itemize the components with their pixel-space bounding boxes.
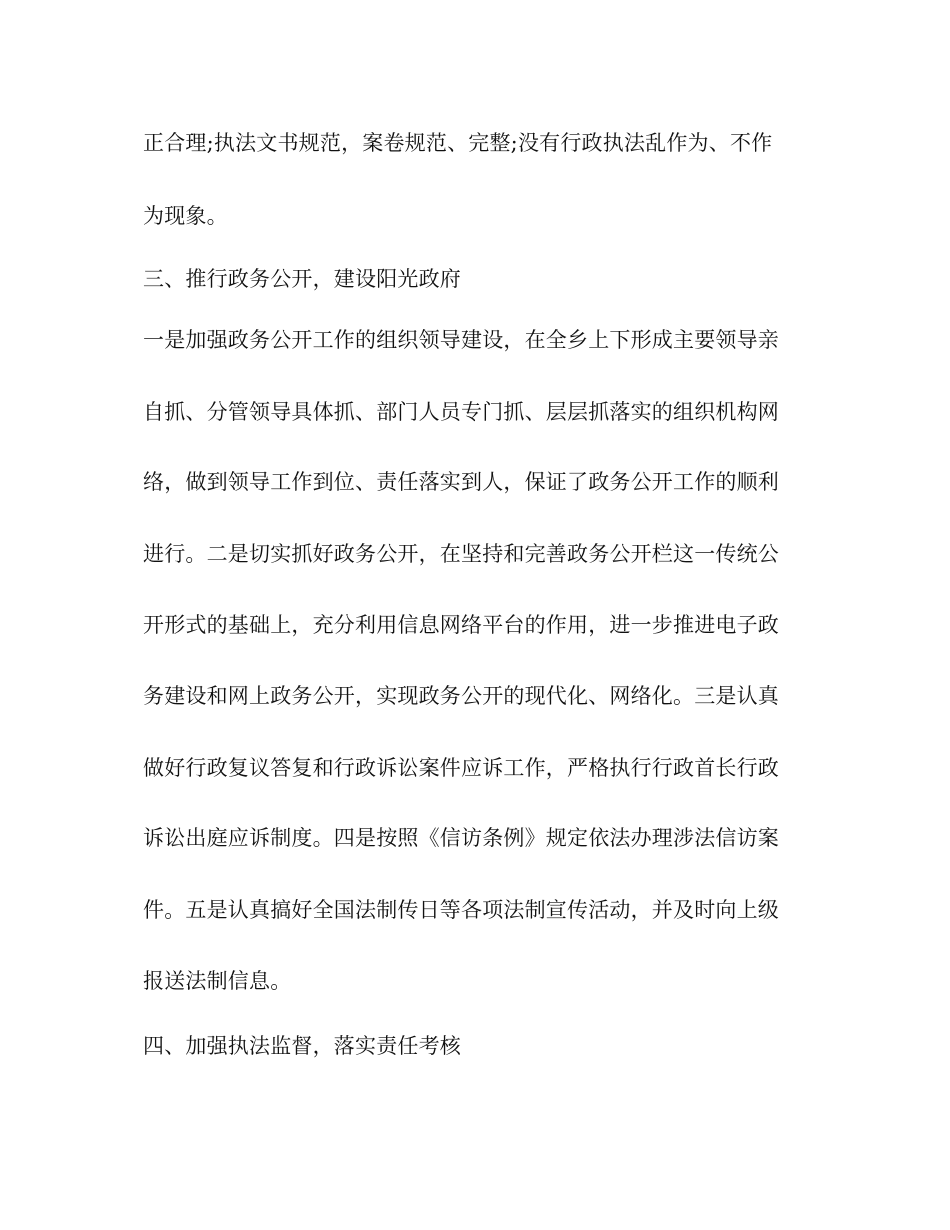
- body-text-line: 开形式的基础上，充分利用信息网络平台的作用，进一步推进电子政: [143, 613, 779, 637]
- section-heading: 四、加强执法监督，落实责任考核: [143, 1034, 461, 1058]
- body-text-line: 务建设和网上政务公开，实现政务公开的现代化、网络化。三是认真: [143, 684, 779, 708]
- section-heading: 三、推行政务公开，建设阳光政府: [143, 267, 461, 291]
- body-text-line: 为现象。: [143, 204, 228, 228]
- body-text-line: 正合理;执法文书规范，案卷规范、完整;没有行政执法乱作为、不作: [143, 131, 773, 155]
- body-text-line: 报送法制信息。: [143, 969, 292, 993]
- body-text-line: 件。五是认真搞好全国法制传日等各项法制宣传活动，并及时向上级: [143, 898, 779, 922]
- body-text-line: 一是加强政务公开工作的组织领导建设，在全乡上下形成主要领导亲: [143, 328, 779, 352]
- body-text-line: 自抓、分管领导具体抓、部门人员专门抓、层层抓落实的组织机构网: [143, 400, 779, 424]
- body-text-line: 诉讼出庭应诉制度。四是按照《信访条例》规定依法办理涉法信访案: [143, 826, 779, 850]
- body-text-line: 进行。二是切实抓好政务公开，在坚持和完善政务公开栏这一传统公: [143, 542, 779, 566]
- body-text-line: 做好行政复议答复和行政诉讼案件应诉工作，严格执行行政首长行政: [143, 756, 779, 780]
- body-text-line: 络，做到领导工作到位、责任落实到人，保证了政务公开工作的顺利: [143, 470, 779, 494]
